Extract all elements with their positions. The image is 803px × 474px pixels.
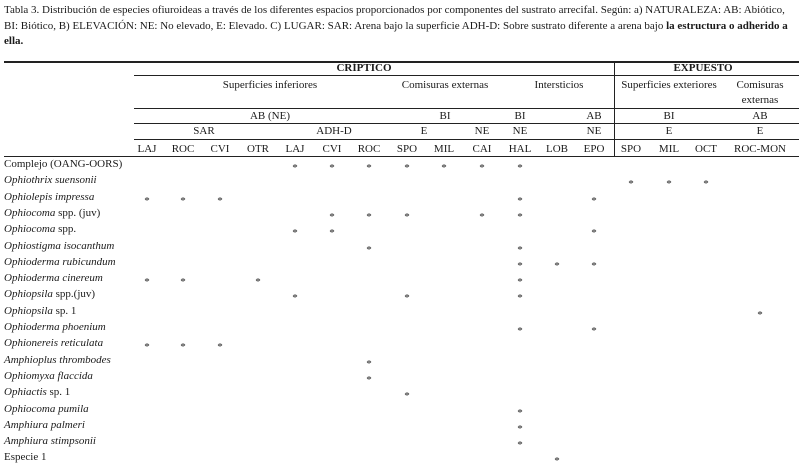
- rule-under-naturaleza: [134, 123, 799, 124]
- column-header-epo-13: EPO: [583, 143, 605, 155]
- species-name: Ophiopsila: [4, 288, 53, 301]
- presence-mark: *: [517, 162, 523, 174]
- presence-mark: *: [517, 210, 523, 223]
- species-name: Amphiura palmeri: [4, 418, 85, 431]
- subgroup-superficies-inferiores: Superficies inferiores: [222, 79, 318, 91]
- table-caption: [4, 3, 799, 50]
- naturaleza-ab-ne: AB (NE): [249, 110, 291, 122]
- column-header-laj-5: LAJ: [285, 143, 305, 155]
- column-header-cvi-3: CVI: [210, 143, 230, 155]
- presence-mark: *: [517, 292, 523, 305]
- presence-mark: *: [180, 194, 186, 207]
- presence-mark: *: [366, 243, 372, 256]
- elevacion-e-1: E: [420, 125, 428, 137]
- column-header-lob-12: LOB: [546, 143, 568, 155]
- column-header-mil-9: MIL: [433, 143, 455, 155]
- species-name: Ophiocoma: [4, 223, 56, 236]
- presence-mark: *: [441, 162, 447, 174]
- row-label: [4, 174, 97, 186]
- species-name: Ophiopsila: [4, 304, 53, 317]
- species-name: Ophioderma rubicundum: [4, 255, 116, 268]
- row-label: [4, 191, 94, 203]
- presence-mark: *: [404, 390, 410, 403]
- presence-mark: *: [554, 259, 560, 272]
- row-label: [4, 207, 100, 219]
- species-name: Ophiomyxa flaccida: [4, 369, 93, 382]
- species-name: Ophiocoma pumila: [4, 402, 89, 415]
- row-label: [4, 288, 95, 300]
- row-label: [4, 337, 103, 349]
- column-header-roc-7: ROC: [357, 143, 381, 155]
- elevacion-ne-1: NE: [474, 125, 490, 137]
- group-criptico: CRÍPTICO: [336, 62, 392, 74]
- naturaleza-bi-2: BI: [514, 110, 526, 122]
- column-header-cvi-6: CVI: [322, 143, 342, 155]
- caption-tail: la estructura o adherido a ella.: [4, 19, 788, 47]
- row-label: [4, 321, 106, 333]
- rule-under-subgroups: [134, 108, 799, 109]
- row-label: [4, 435, 96, 447]
- column-header-otr-4: OTR: [247, 143, 269, 155]
- species-qualifier: sp. 1: [46, 386, 71, 399]
- naturaleza-ab-2: AB: [752, 110, 768, 122]
- elevacion-ne-2: NE: [512, 125, 528, 137]
- row-label: [4, 403, 89, 415]
- row-label: [4, 240, 114, 252]
- column-header-roc-2: ROC: [171, 143, 195, 155]
- presence-mark: *: [517, 259, 523, 272]
- subgroup-comisuras-externas-2b: externas: [741, 94, 779, 106]
- row-label: [4, 451, 46, 463]
- species-name: Ophiothrix suensonii: [4, 174, 97, 187]
- presence-mark: *: [554, 455, 560, 468]
- presence-mark: *: [366, 210, 372, 223]
- presence-mark: *: [366, 373, 372, 386]
- column-header-roc-mon-17: ROC-MON: [734, 143, 786, 155]
- column-header-laj-1: LAJ: [137, 143, 157, 155]
- species-qualifier: spp.: [55, 223, 77, 236]
- presence-mark: *: [292, 162, 298, 174]
- row-label: [4, 223, 76, 235]
- species-name: Complejo (OANG-OORS): [4, 158, 123, 170]
- species-name: Ophiostigma isocanthum: [4, 239, 115, 252]
- subgroup-superficies-exteriores: Superficies exteriores: [621, 79, 717, 91]
- subgroup-comisuras-externas: Comisuras externas: [401, 79, 489, 91]
- presence-mark: *: [517, 422, 523, 435]
- rule-under-lugar: [134, 139, 799, 140]
- row-label: [4, 305, 76, 317]
- presence-mark: *: [144, 276, 150, 289]
- presence-mark: *: [517, 439, 523, 452]
- presence-mark: *: [591, 194, 597, 207]
- presence-mark: *: [217, 341, 223, 354]
- column-header-mil-15: MIL: [658, 143, 680, 155]
- row-label: [4, 370, 93, 382]
- species-name: Ophiactis: [4, 386, 47, 399]
- presence-mark: *: [366, 162, 372, 174]
- presence-mark: *: [666, 178, 672, 191]
- presence-mark: *: [144, 194, 150, 207]
- species-name: Ophioderma cinereum: [4, 272, 103, 285]
- group-expuesto: EXPUESTO: [673, 62, 733, 74]
- presence-mark: *: [292, 292, 298, 305]
- row-label: [4, 272, 103, 284]
- elevacion-ne-3: NE: [586, 125, 602, 137]
- presence-mark: *: [180, 341, 186, 354]
- column-header-spo-14: SPO: [620, 143, 642, 155]
- rule-under-columns: [4, 156, 799, 157]
- presence-mark: *: [517, 276, 523, 289]
- presence-mark: *: [628, 178, 634, 191]
- presence-mark: *: [517, 406, 523, 419]
- presence-mark: *: [180, 276, 186, 289]
- presence-mark: *: [517, 243, 523, 256]
- rule-under-groups: [134, 75, 799, 76]
- presence-mark: *: [591, 325, 597, 337]
- naturaleza-bi-1: BI: [439, 110, 451, 122]
- presence-mark: *: [329, 162, 335, 174]
- species-qualifier: spp. (juv): [55, 206, 101, 219]
- row-label: [4, 386, 70, 398]
- presence-mark: *: [255, 276, 261, 289]
- presence-mark: *: [366, 357, 372, 370]
- lugar-sar: SAR: [193, 125, 215, 137]
- presence-mark: *: [517, 325, 523, 337]
- column-header-spo-8: SPO: [396, 143, 418, 155]
- species-name: Ophiocoma: [4, 206, 56, 219]
- column-header-oct-16: OCT: [695, 143, 717, 155]
- presence-mark: *: [757, 308, 763, 321]
- presence-mark: *: [591, 259, 597, 272]
- row-label: [4, 256, 116, 268]
- naturaleza-bi-3: BI: [663, 110, 675, 122]
- row-label: [4, 354, 111, 366]
- naturaleza-ab-1: AB: [586, 110, 602, 122]
- presence-mark: *: [292, 227, 298, 240]
- presence-mark: *: [217, 194, 223, 207]
- species-name: Ophionereis reticulata: [4, 337, 104, 350]
- species-qualifier: sp. 1: [52, 304, 77, 317]
- presence-mark: *: [517, 194, 523, 207]
- subgroup-comisuras-externas-2a: Comisuras: [736, 79, 784, 91]
- presence-mark: *: [329, 227, 335, 240]
- species-name: Ophioderma phoenium: [4, 321, 106, 333]
- presence-mark: *: [703, 178, 709, 191]
- presence-mark: *: [404, 292, 410, 305]
- row-label: [4, 158, 122, 170]
- presence-mark: *: [479, 162, 485, 174]
- species-qualifier: spp.(juv): [52, 288, 96, 301]
- elevacion-e-3: E: [756, 125, 764, 137]
- presence-mark: *: [404, 162, 410, 174]
- presence-mark: *: [144, 341, 150, 354]
- species-name: Amphioplus thrombodes: [4, 353, 111, 366]
- species-name: Amphiura stimpsonii: [4, 435, 96, 448]
- lugar-adhd: ADH-D: [316, 125, 352, 137]
- column-header-hal-11: HAL: [508, 143, 532, 155]
- presence-mark: *: [591, 227, 597, 240]
- elevacion-e-2: E: [665, 125, 673, 137]
- presence-mark: *: [479, 210, 485, 223]
- subgroup-intersticios: Intersticios: [534, 79, 584, 91]
- column-header-cai-10: CAI: [472, 143, 492, 155]
- presence-mark: *: [329, 210, 335, 223]
- species-name: Especie 1: [4, 451, 47, 464]
- group-separator: [614, 61, 615, 157]
- row-label: [4, 419, 85, 431]
- presence-mark: *: [404, 210, 410, 223]
- caption-text: Tabla 3. Distribución de especies ofiuroideas a través de los diferentes espacios proporcionados por componentes del sustrato arrecifal. Según: a) NATURALEZA: AB: Abiótico, BI: Biótico, B) ELEVACIÓN: NE: No elevado, E: Elevado. C) LUGAR: SAR: Arena bajo la superficie ADH-D: Sobre sustrato diferente a arena bajo: [4, 4, 785, 32]
- species-name: Ophiolepis impressa: [4, 190, 95, 203]
